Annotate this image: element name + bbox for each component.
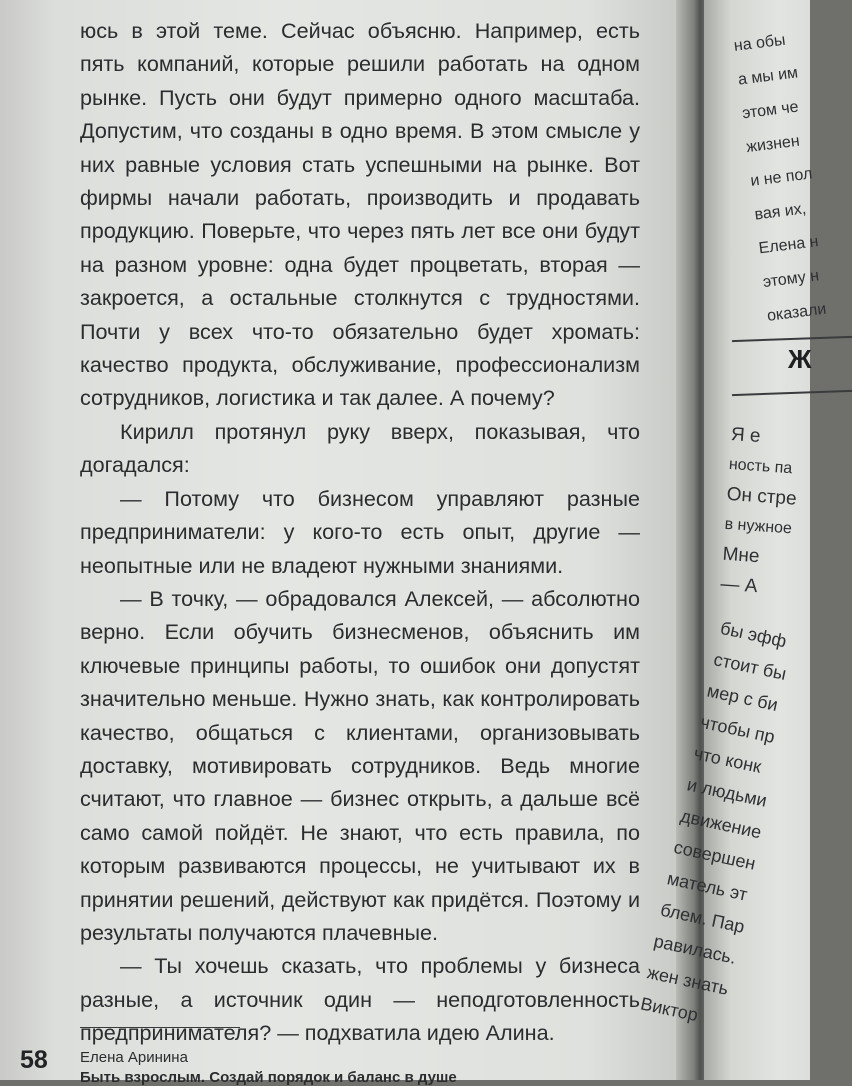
text-line: стоит бы	[711, 649, 789, 685]
text-line: этом че	[741, 98, 800, 123]
text-line: Елена н	[757, 233, 820, 258]
paragraph: — В точку, — обрадовался Алексей, — абсолютно верно. Если обучить бизнесменов, объяснить им ключевые принципы работы, то ошибок они допустят значительно меньше. Нужно знать, как контролировать качество, общаться с клиентами, организовывать доставку, мотивировать сотрудников. Ведь многие считают, что главное — бизнес открыть, а дальше всё само самой пойдёт. Не знают, что есть правила, по которым развиваются процессы, не учитывают их в принятии решений, действуют как придётся. Поэтому и результаты получаются плачевные.	[80, 585, 640, 945]
paragraph: Кирилл протянул руку вверх, показывая, что догадался:	[80, 418, 640, 478]
section-heading: Ж	[788, 344, 812, 374]
section-rule-top	[732, 336, 852, 342]
right-page-top-text	[732, 22, 831, 333]
text-line: вая их,	[753, 200, 808, 224]
text-line: на обы	[732, 31, 787, 55]
text-line: мер с би	[705, 680, 780, 715]
text-line: — А	[719, 573, 759, 598]
footer-author: Елена Аринина	[80, 1049, 188, 1066]
text-line: этому н	[761, 267, 820, 292]
text-line: и не пол	[749, 165, 814, 190]
text-line: бы эфф	[718, 617, 789, 652]
text-line: Виктор	[638, 993, 700, 1026]
text-line: а мы им	[737, 64, 799, 89]
section-rule-bottom	[732, 390, 852, 396]
paragraph: — Потому что бизнесом управляют разные предприниматели: у кого-то есть опыт, другие — неопытные или не владеют нужными знаниями.	[80, 485, 640, 578]
footer-book-title: Быть взрослым. Создай порядок и баланс в душе	[80, 1069, 457, 1086]
text-line: движение	[678, 805, 764, 843]
right-page	[638, 0, 828, 1080]
text-line: совершен	[672, 836, 758, 874]
text-line: чтобы пр	[698, 711, 777, 748]
text-line: жизнен	[745, 132, 801, 157]
paragraph: — Ты хочешь сказать, что проблемы у бизнеса разные, а источник один — неподготовленность предпринимателя? — подхватила идею Алина.	[80, 953, 640, 1046]
text-line: Он стре	[726, 483, 798, 510]
text-line: Я е	[730, 423, 762, 448]
text-line: матель эт	[665, 868, 750, 905]
page-number: 58	[20, 1046, 48, 1074]
text-line: равилась.	[652, 930, 738, 968]
body-text	[80, 14, 640, 1050]
text-line: оказали	[766, 300, 828, 325]
paragraph: юсь в этой теме. Сейчас объясню. Например, есть пять компаний, которые решили работать на одном рынке. Пусть они будут примерно одного масштаба. Допустим, что созданы в одно время. В этом смысле у них равные условия стать успешными на рынке. Вот фирмы начали работать, производить и продавать продукцию. Поверьте, что через пять лет все они будут на разном уровне: одна будет процветать, вторая — закроется, а остальные столкнутся с трудностями. Почти у всех что-то обязательно будет хромать: качество продукта, обслуживание, профессионализм сотрудников, логистика и так далее. А почему?	[80, 18, 640, 411]
text-line: Мне	[721, 543, 761, 568]
text-line: ность па	[728, 455, 793, 478]
right-page-middle-text	[719, 420, 801, 604]
text-line: блем. Пар	[658, 899, 747, 937]
text-line: что конк	[691, 743, 763, 777]
text-line: и людьми	[685, 774, 769, 811]
text-line: в нужное	[724, 515, 793, 538]
footer-divider	[80, 1027, 240, 1028]
text-line: жен знать	[645, 962, 731, 999]
